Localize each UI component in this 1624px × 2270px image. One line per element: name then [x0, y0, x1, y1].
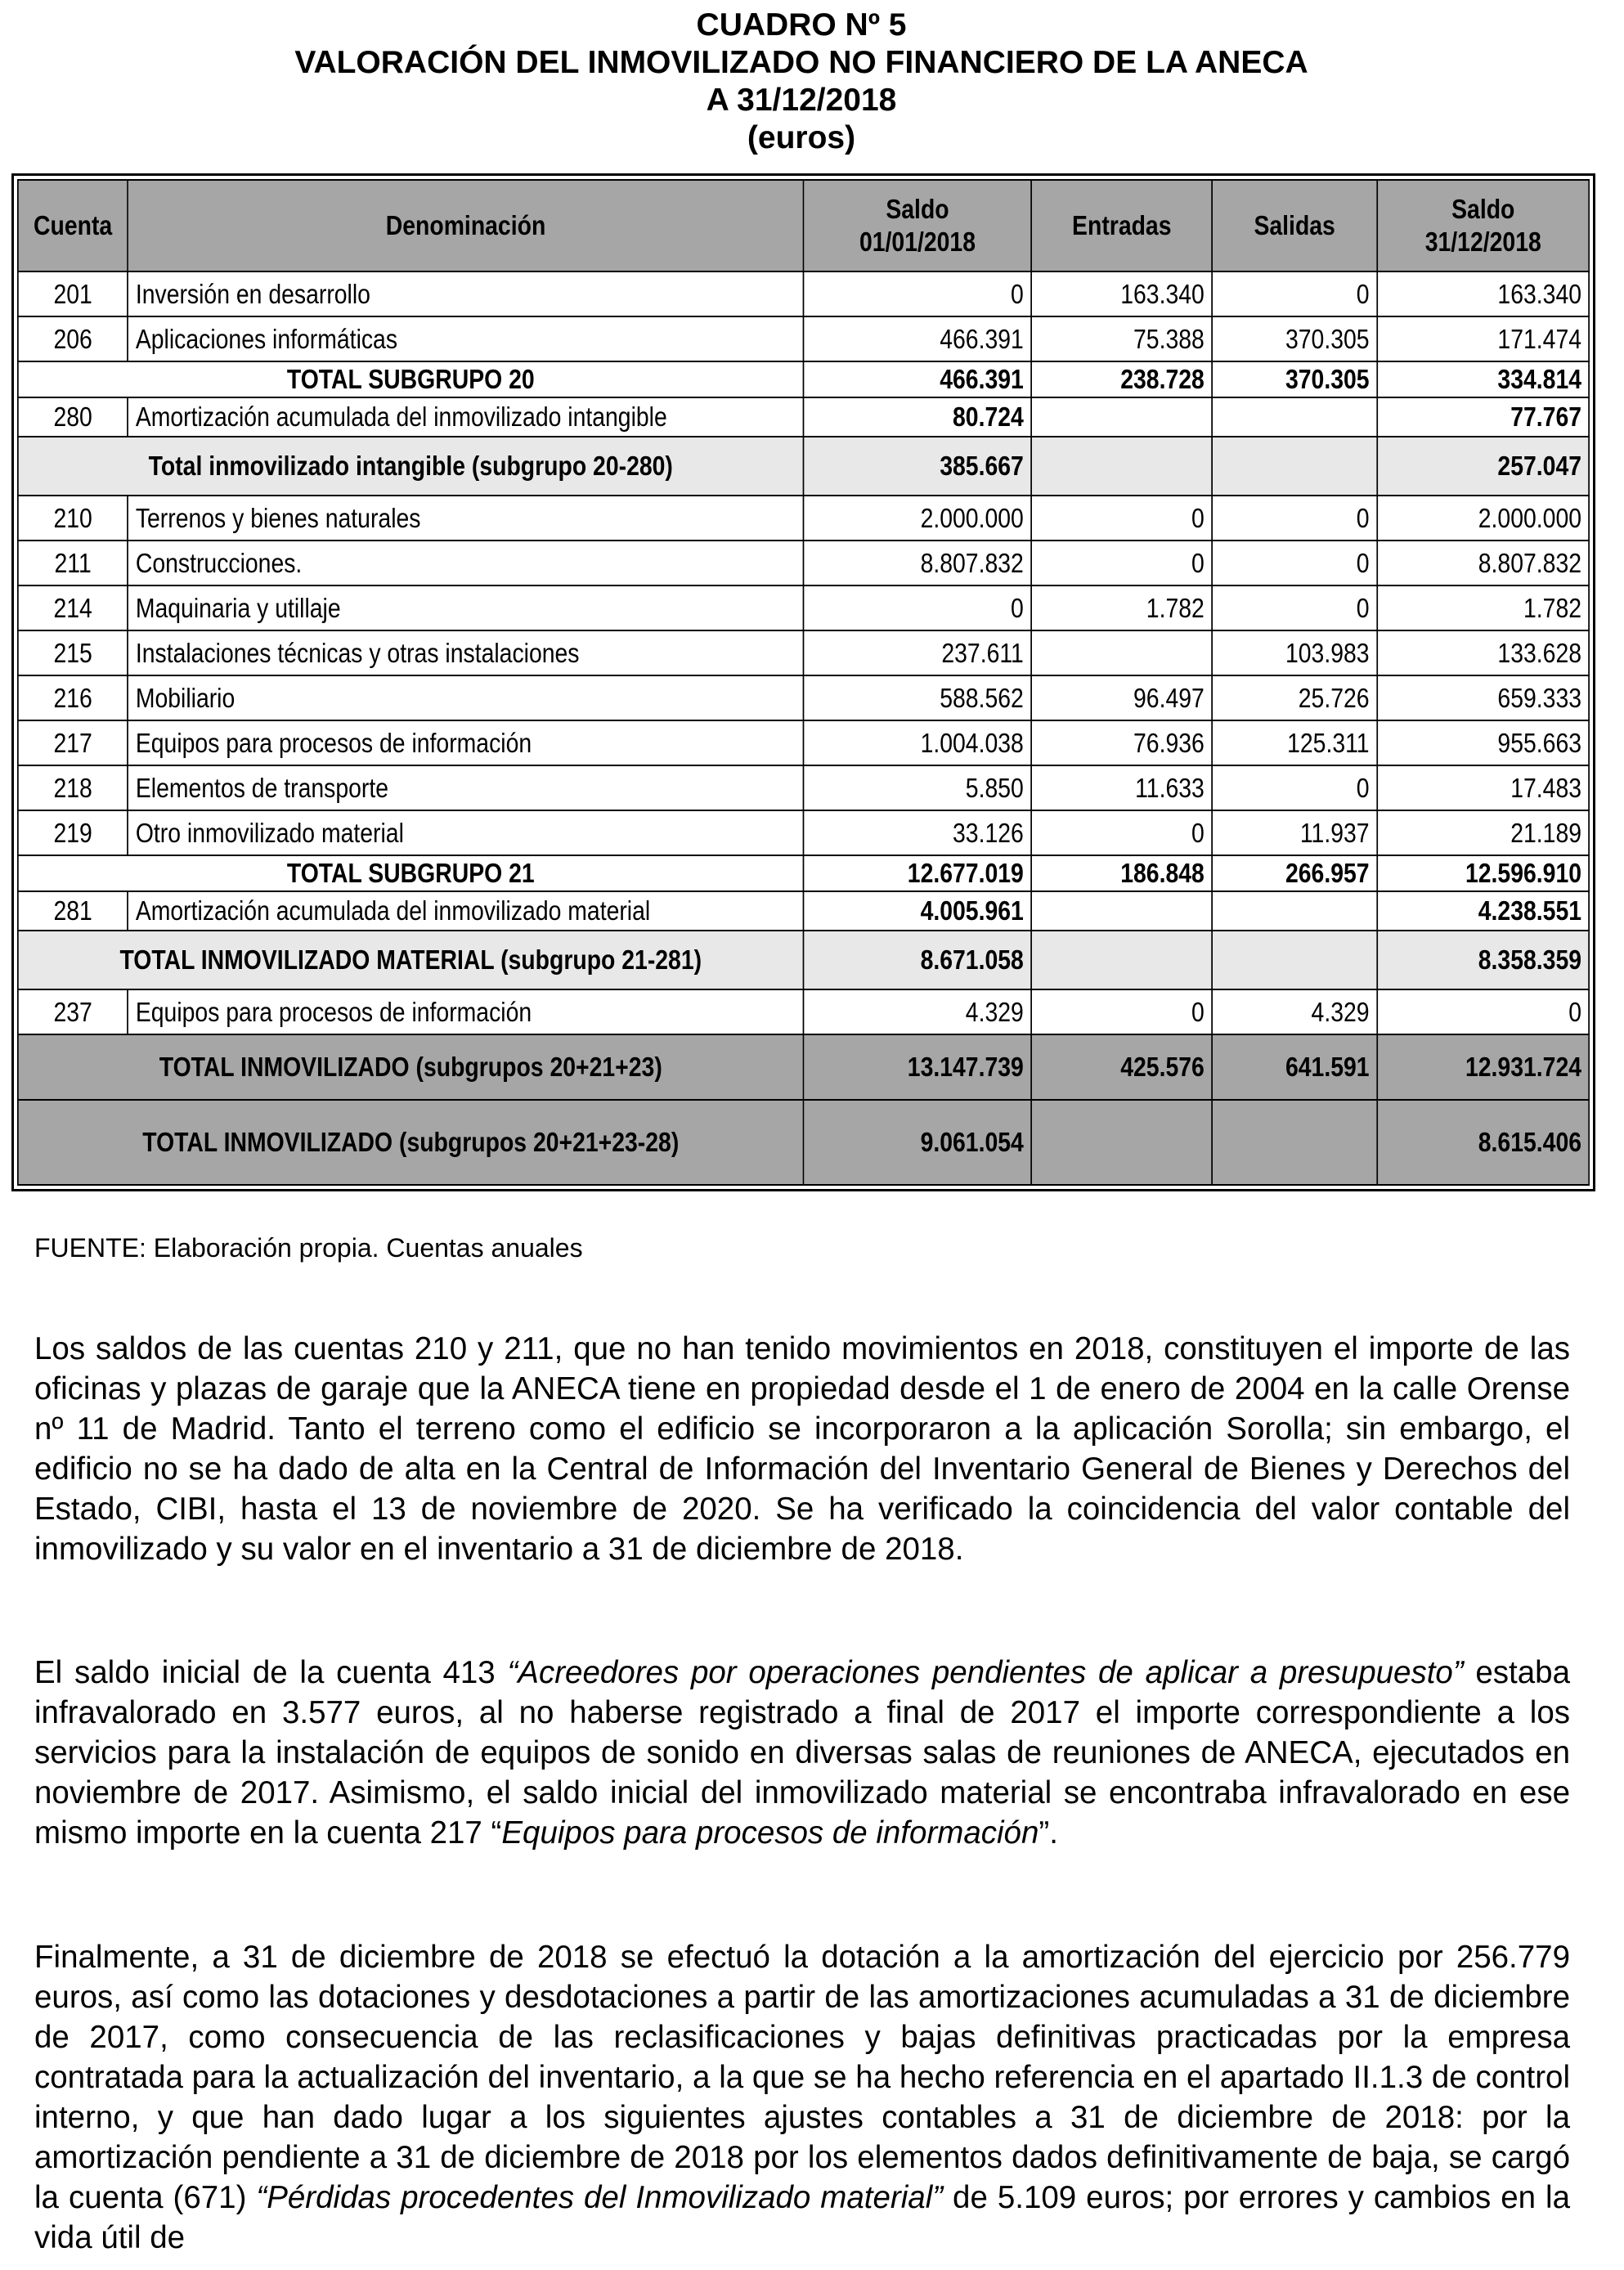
cell-saldo-final: 12.931.724 — [1377, 1034, 1589, 1100]
cell-saldo-final: 17.483 — [1377, 765, 1589, 810]
cell-salidas — [1212, 931, 1377, 989]
cell-denominacion: Equipos para procesos de información — [128, 720, 803, 765]
cell-denominacion: Instalaciones técnicas y otras instalaciones — [128, 630, 803, 675]
cell-saldo-inicial: 13.147.739 — [804, 1034, 1032, 1100]
paragraph-2-text-e: ”. — [1039, 1815, 1058, 1851]
header-saldo-final — [1377, 180, 1589, 271]
header-cuenta: Cuenta — [18, 180, 128, 271]
paragraph-2-text-a: El saldo inicial de la cuenta 413 — [34, 1654, 508, 1690]
cell-saldo-final: 12.596.910 — [1377, 855, 1589, 891]
cell-saldo-final: 8.615.406 — [1377, 1100, 1589, 1185]
table-row — [18, 765, 1590, 810]
grand-total-net-row — [18, 1100, 1590, 1185]
cell-saldo-inicial: 12.677.019 — [804, 855, 1032, 891]
table-title — [0, 7, 1603, 157]
cell-saldo-inicial: 0 — [804, 271, 1032, 316]
cell-entradas: 186.848 — [1031, 855, 1212, 891]
cell-entradas — [1031, 630, 1212, 675]
cell-denominacion: Terrenos y bienes naturales — [128, 496, 803, 541]
paragraph-2-text-c: estaba infravalorado en 3.577 euros, al no haberse registrado a final de 2017 el importe correspondiente a los servicios para la instalación de equipos de sonido en diversas salas de reuniones de ANECA, ejecutados en noviembre de 2017. Asimismo, el saldo inicial del inmovilizado material se encontraba infravalorado en ese mismo importe en la cuenta 217 “ — [34, 1654, 1570, 1851]
table-row — [18, 585, 1590, 630]
subtotal-label: TOTAL SUBGRUPO 20 — [18, 361, 804, 397]
title-line-2: VALORACIÓN DEL INMOVILIZADO NO FINANCIERO DE LA ANECA — [294, 45, 1308, 80]
cell-cuenta: 280 — [18, 397, 128, 437]
cell-saldo-final: 0 — [1377, 989, 1589, 1034]
table-row — [18, 541, 1590, 585]
cell-cuenta: 281 — [18, 891, 128, 931]
cell-entradas: 238.728 — [1031, 361, 1212, 397]
cell-salidas — [1212, 397, 1377, 437]
table-row — [18, 891, 1590, 931]
cell-saldo-final: 21.189 — [1377, 810, 1589, 855]
cell-salidas: 266.957 — [1212, 855, 1377, 891]
cell-saldo-inicial: 466.391 — [804, 316, 1032, 361]
cell-salidas: 0 — [1212, 541, 1377, 585]
title-line-3: A 31/12/2018 — [706, 83, 897, 118]
table-row — [18, 271, 1590, 316]
cell-entradas — [1031, 437, 1212, 496]
cell-entradas — [1031, 397, 1212, 437]
cell-saldo-inicial: 33.126 — [804, 810, 1032, 855]
cell-saldo-final: 133.628 — [1377, 630, 1589, 675]
cell-saldo-final: 257.047 — [1377, 437, 1589, 496]
cell-cuenta: 206 — [18, 316, 128, 361]
paragraph-3-italic-account-name: “Pérdidas procedentes del Inmovilizado material” — [256, 2179, 944, 2215]
cell-saldo-inicial: 466.391 — [804, 361, 1032, 397]
cell-denominacion: Amortización acumulada del inmovilizado intangible — [128, 397, 803, 437]
cell-salidas: 370.305 — [1212, 316, 1377, 361]
total-row — [18, 437, 1590, 496]
cell-salidas: 0 — [1212, 496, 1377, 541]
cell-entradas — [1031, 891, 1212, 931]
cell-cuenta: 218 — [18, 765, 128, 810]
header-saldo-inicial — [804, 180, 1032, 271]
cell-entradas — [1031, 1100, 1212, 1185]
subtotal-row — [18, 361, 1590, 397]
cell-denominacion: Equipos para procesos de información — [128, 989, 803, 1034]
header-saldo-final-line2: 31/12/2018 — [1424, 227, 1541, 257]
cell-denominacion: Amortización acumulada del inmovilizado material — [128, 891, 803, 931]
cell-denominacion: Inversión en desarrollo — [128, 271, 803, 316]
table-row — [18, 496, 1590, 541]
cell-saldo-final: 8.358.359 — [1377, 931, 1589, 989]
cell-salidas: 641.591 — [1212, 1034, 1377, 1100]
cell-salidas: 11.937 — [1212, 810, 1377, 855]
cell-saldo-inicial: 0 — [804, 585, 1032, 630]
subtotal-row — [18, 855, 1590, 891]
cell-saldo-inicial: 8.807.832 — [804, 541, 1032, 585]
cell-denominacion: Construcciones. — [128, 541, 803, 585]
cell-salidas: 4.329 — [1212, 989, 1377, 1034]
cell-saldo-inicial: 588.562 — [804, 675, 1032, 720]
cell-saldo-inicial: 9.061.054 — [804, 1100, 1032, 1185]
paragraph-2 — [34, 1653, 1570, 1853]
valuation-table-frame — [11, 173, 1595, 1191]
cell-cuenta: 219 — [18, 810, 128, 855]
table-header-row — [18, 180, 1590, 271]
cell-salidas — [1212, 1100, 1377, 1185]
cell-entradas — [1031, 931, 1212, 989]
cell-entradas: 76.936 — [1031, 720, 1212, 765]
paragraph-1: Los saldos de las cuentas 210 y 211, que no han tenido movimientos en 2018, constituyen el importe de las oficinas y plazas de garaje que la ANECA tiene en propiedad desde el 1 de enero de 2004 en la calle Orense nº 11 de Madrid. Tanto el terreno como el edificio se incorporaron a la aplicación Sorolla; sin embargo, el edificio no se ha dado de alta en la Central de Información del Inventario General de Bienes y Derechos del Estado, CIBI, hasta el 13 de noviembre de 2020. Se ha verificado la coincidencia del valor contable del inmovilizado y su valor en el inventario a 31 de diciembre de 2018. — [34, 1330, 1570, 1567]
cell-denominacion: Mobiliario — [128, 675, 803, 720]
cell-salidas: 0 — [1212, 585, 1377, 630]
cell-saldo-final: 77.767 — [1377, 397, 1589, 437]
table-row — [18, 720, 1590, 765]
table-row — [18, 316, 1590, 361]
cell-saldo-inicial: 237.611 — [804, 630, 1032, 675]
cell-entradas: 0 — [1031, 496, 1212, 541]
cell-saldo-final: 659.333 — [1377, 675, 1589, 720]
title-line-4: (euros) — [747, 120, 856, 155]
cell-entradas: 11.633 — [1031, 765, 1212, 810]
cell-saldo-final: 2.000.000 — [1377, 496, 1589, 541]
total-label: Total inmovilizado intangible (subgrupo 20-280) — [18, 437, 804, 496]
cell-salidas: 103.983 — [1212, 630, 1377, 675]
cell-cuenta: 216 — [18, 675, 128, 720]
cell-denominacion: Aplicaciones informáticas — [128, 316, 803, 361]
cell-salidas: 125.311 — [1212, 720, 1377, 765]
cell-cuenta: 217 — [18, 720, 128, 765]
title-line-1: CUADRO Nº 5 — [696, 7, 907, 43]
grand-total-row — [18, 1034, 1590, 1100]
cell-saldo-inicial: 1.004.038 — [804, 720, 1032, 765]
table-row — [18, 810, 1590, 855]
header-denominacion: Denominación — [128, 180, 803, 271]
cell-denominacion: Elementos de transporte — [128, 765, 803, 810]
cell-salidas — [1212, 437, 1377, 496]
cell-saldo-inicial: 4.005.961 — [804, 891, 1032, 931]
table-source-note: FUENTE: Elaboración propia. Cuentas anuales — [34, 1233, 583, 1263]
cell-salidas: 25.726 — [1212, 675, 1377, 720]
cell-cuenta: 211 — [18, 541, 128, 585]
cell-saldo-final: 955.663 — [1377, 720, 1589, 765]
cell-entradas: 425.576 — [1031, 1034, 1212, 1100]
cell-entradas: 0 — [1031, 541, 1212, 585]
cell-saldo-final: 1.782 — [1377, 585, 1589, 630]
cell-entradas: 163.340 — [1031, 271, 1212, 316]
subtotal-label: TOTAL SUBGRUPO 21 — [18, 855, 804, 891]
table-row — [18, 397, 1590, 437]
header-entradas: Entradas — [1031, 180, 1212, 271]
header-saldo-final-line1: Saldo — [1451, 194, 1515, 224]
cell-denominacion: Maquinaria y utillaje — [128, 585, 803, 630]
cell-entradas: 96.497 — [1031, 675, 1212, 720]
paragraph-3-text-a: Finalmente, a 31 de diciembre de 2018 se efectuó la dotación a la amortización del ejercicio por 256.779 euros, así como las dotaciones y desdotaciones a partir de las amortizaciones acumuladas a 31 de diciembre de 2017, como consecuencia de las reclasificaciones y bajas definitivas practicadas por la empresa contratada para la actualización del inventario, a la que se ha hecho referencia en el apartado II.1.3 de control interno, y que han dado lugar a los siguientes ajustes contables a 31 de diciembre de 2018: por la amortización pendiente a 31 de diciembre de 2018 por los elementos dados definitivamente de baja, se cargó la cuenta (671) — [34, 1939, 1570, 2215]
grand-total-label: TOTAL INMOVILIZADO (subgrupos 20+21+23) — [18, 1034, 804, 1100]
paragraph-3 — [34, 1937, 1570, 2258]
header-saldo-inicial-line2: 01/01/2018 — [859, 227, 976, 257]
total-label: TOTAL INMOVILIZADO MATERIAL (subgrupo 21-281) — [18, 931, 804, 989]
table-row — [18, 989, 1590, 1034]
cell-cuenta: 201 — [18, 271, 128, 316]
cell-salidas: 0 — [1212, 765, 1377, 810]
cell-salidas: 370.305 — [1212, 361, 1377, 397]
cell-saldo-final: 163.340 — [1377, 271, 1589, 316]
table-row — [18, 630, 1590, 675]
cell-saldo-inicial: 2.000.000 — [804, 496, 1032, 541]
cell-saldo-inicial: 385.667 — [804, 437, 1032, 496]
header-saldo-inicial-line1: Saldo — [886, 194, 949, 224]
cell-cuenta: 215 — [18, 630, 128, 675]
cell-entradas: 0 — [1031, 810, 1212, 855]
cell-saldo-inicial: 80.724 — [804, 397, 1032, 437]
cell-cuenta: 237 — [18, 989, 128, 1034]
paragraph-3-text-c: de 5.109 euros; por errores y cambios en la vida útil de — [34, 2179, 1570, 2255]
header-salidas: Salidas — [1212, 180, 1377, 271]
paragraph-2-italic-account-name: “Acreedores por operaciones pendientes de aplicar a presupuesto” — [507, 1654, 1464, 1690]
cell-saldo-final: 171.474 — [1377, 316, 1589, 361]
cell-saldo-inicial: 8.671.058 — [804, 931, 1032, 989]
total-row — [18, 931, 1590, 989]
cell-denominacion: Otro inmovilizado material — [128, 810, 803, 855]
cell-saldo-inicial: 4.329 — [804, 989, 1032, 1034]
table-row — [18, 675, 1590, 720]
cell-entradas: 1.782 — [1031, 585, 1212, 630]
paragraph-2-italic-account-217: Equipos para procesos de información — [501, 1815, 1039, 1851]
valuation-table — [17, 179, 1590, 1186]
cell-entradas: 0 — [1031, 989, 1212, 1034]
cell-saldo-final: 334.814 — [1377, 361, 1589, 397]
cell-salidas: 0 — [1212, 271, 1377, 316]
grand-total-net-label: TOTAL INMOVILIZADO (subgrupos 20+21+23-28) — [18, 1100, 804, 1185]
cell-saldo-final: 4.238.551 — [1377, 891, 1589, 931]
cell-salidas — [1212, 891, 1377, 931]
cell-saldo-inicial: 5.850 — [804, 765, 1032, 810]
cell-cuenta: 210 — [18, 496, 128, 541]
cell-cuenta: 214 — [18, 585, 128, 630]
cell-saldo-final: 8.807.832 — [1377, 541, 1589, 585]
cell-entradas: 75.388 — [1031, 316, 1212, 361]
